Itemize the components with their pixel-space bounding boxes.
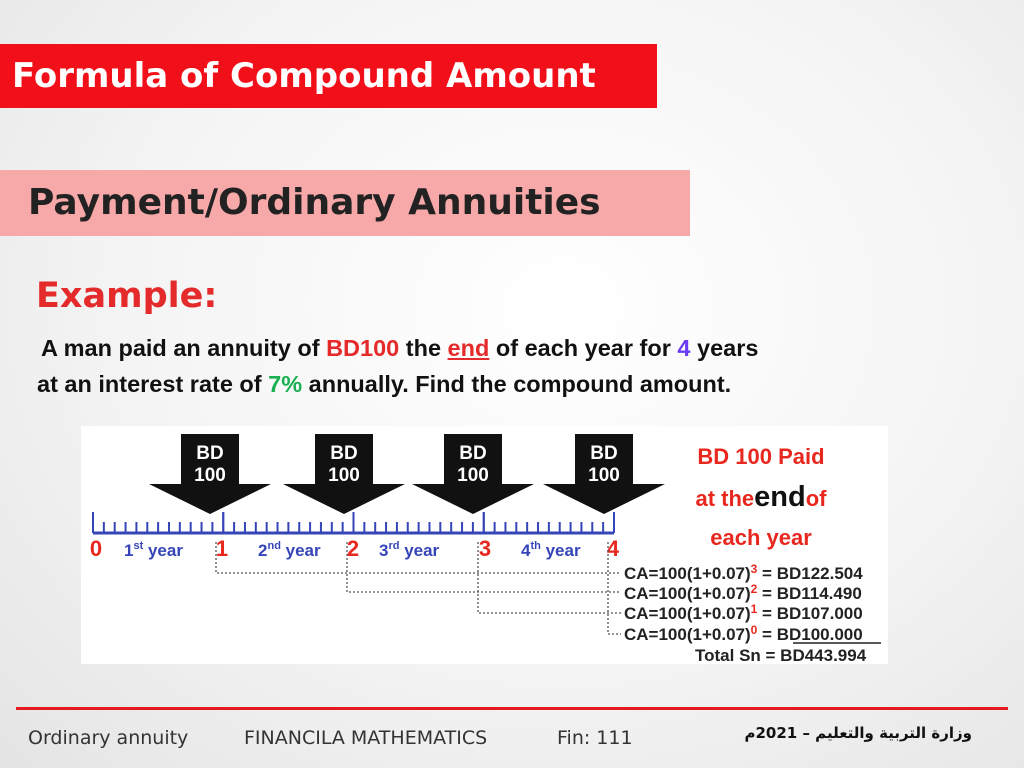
arrow-label-bd: BD <box>330 443 358 464</box>
year-label-4: 4th year <box>521 540 581 560</box>
arrow-label-bd: BD <box>196 443 224 464</box>
calc-row-2: $CA=100(1+0.07)^2 = BD114.490$ <box>624 582 862 603</box>
slide-subtitle: Payment/Ordinary Annuities <box>0 170 690 236</box>
years-count: 4 <box>677 335 691 361</box>
calc-row-3: $CA=100(1+0.07)^1 = BD107.000$ <box>624 602 863 623</box>
arrow-label-100: 100 <box>194 465 226 486</box>
year-label-3: 3rd year <box>379 540 440 560</box>
payment-arrow-2 <box>283 434 405 514</box>
payment-arrow-1 <box>149 434 271 514</box>
problem-line-1 <box>37 330 937 366</box>
arrow-label-100: 100 <box>588 465 620 486</box>
tick-label-0: 0 <box>89 536 103 561</box>
slide-title: Formula of Compound Amount <box>0 44 657 108</box>
note-text: of <box>805 486 827 511</box>
example-heading: Example: <box>36 276 218 316</box>
problem-text: annually. Find the compound amount. <box>302 371 732 397</box>
problem-text: the <box>399 335 448 361</box>
arrow-label-100: 100 <box>457 465 489 486</box>
problem-statement <box>37 330 937 402</box>
year-label-2: 2nd year <box>258 540 321 560</box>
problem-line-2 <box>37 366 937 402</box>
payment-amount: BD100 <box>326 335 400 361</box>
interest-rate: 7% <box>268 371 303 397</box>
tick-label-3: 3 <box>478 536 492 561</box>
arrow-label-bd: BD <box>459 443 487 464</box>
note-line-3: each year <box>710 525 812 550</box>
note-text: at the <box>695 486 755 511</box>
tick-label-2: 2 <box>346 536 360 561</box>
footer-code: Fin: 111 <box>557 727 633 749</box>
arrow-label-bd: BD <box>590 443 618 464</box>
year-label-1: 1st year <box>124 540 183 560</box>
problem-text: at an interest rate of <box>37 371 269 397</box>
timeline-diagram <box>81 426 888 664</box>
calc-row-1: $CA=100(1+0.07)^3 = BD122.504$ <box>624 562 863 583</box>
footer-divider <box>16 707 1008 710</box>
tick-label-1: 1 <box>215 536 229 561</box>
note-end-word: end <box>754 481 806 513</box>
payment-arrow-4 <box>543 434 665 514</box>
note-line-2 <box>695 481 827 513</box>
calculation-rows <box>624 562 881 664</box>
footer-course: FINANCILA MATHEMATICS <box>244 727 488 749</box>
footer-ministry: وزارة التربية والتعليم – 2021م <box>744 724 972 742</box>
problem-text: of each year for <box>489 335 678 361</box>
tick-label-4: 4 <box>606 536 620 561</box>
arrow-label-100: 100 <box>328 465 360 486</box>
problem-text: A man paid an annuity of <box>41 335 327 361</box>
problem-text: years <box>690 335 759 361</box>
end-keyword: end <box>447 335 490 361</box>
annuity-timeline-figure <box>81 426 888 664</box>
calc-row-4: $CA=100(1+0.07)^0 = BD100.000$ <box>624 623 863 644</box>
footer-topic: Ordinary annuity <box>28 727 189 749</box>
timeline-minor-ticks <box>93 512 614 533</box>
note-line-1: BD 100 Paid <box>697 444 825 469</box>
payment-arrow-3 <box>412 434 534 514</box>
total-row: Total Sn = BD443.994 <box>695 646 867 664</box>
